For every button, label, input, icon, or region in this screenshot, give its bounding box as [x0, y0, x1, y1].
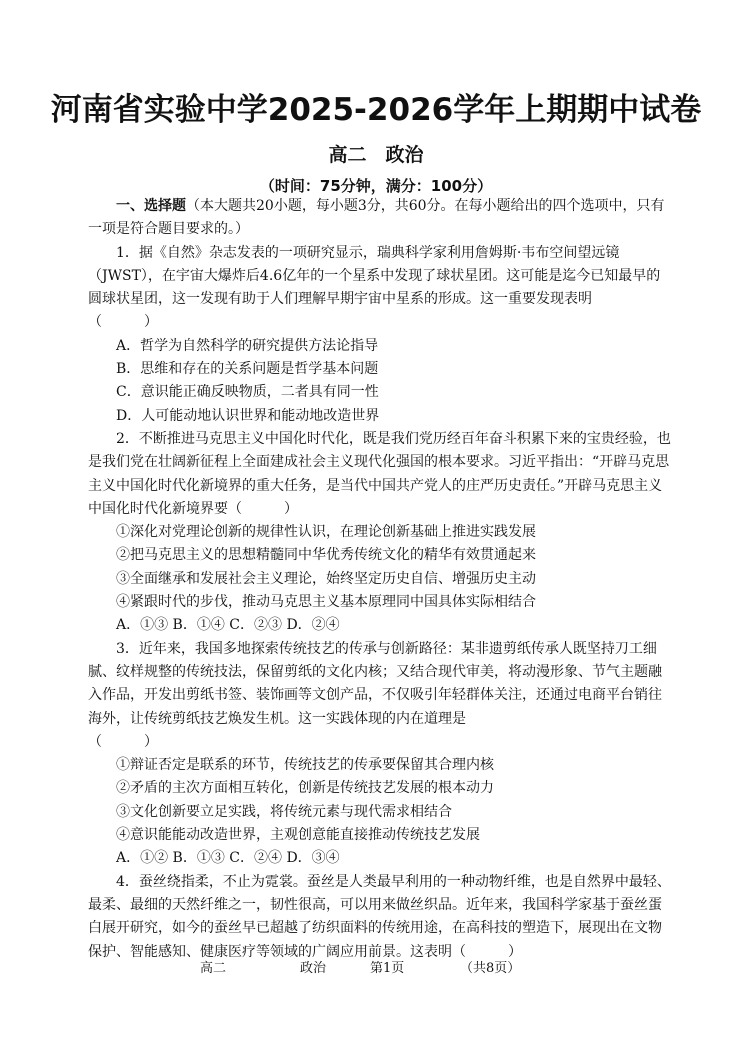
question-1-answer-paren: （ ）: [88, 314, 158, 331]
question-3-choices: A．①② B．①③ C．②④ D．③④: [116, 850, 340, 867]
question-1-option-c: C．意识能正确反映物质，二者具有同一性: [116, 384, 379, 401]
question-3-stem: [88, 638, 674, 731]
exam-subtitle: 高二 政治: [328, 144, 424, 166]
question-2-answer-paren: （ ）: [228, 500, 298, 517]
question-1-stem: [88, 242, 674, 312]
question-2-item-4: ④紧跟时代的步伐，推动马克思主义基本原理同中国具体实际相结合: [116, 594, 536, 611]
question-3-item-4: ④意识能能动改造世界，主观创意能直接推动传统技艺发展: [116, 827, 480, 844]
section-title: 一、选择题: [116, 198, 186, 214]
question-4-text: 4．蚕丝绕指柔，不止为霓裳。蚕丝是人类最早利用的一种动物纤维，也是自然界中最轻、最柔、最细的天然纤维之一，韧性很高，可以用来做丝织品。近年来，我国科学家基于蚕丝蛋白展开研究，如今的蚕丝早已超越了纺织面料的传统用途，在高科技的塑造下，展现出在文物保护、智能感知、健康医疗等领域的广阔应用前景。这表明: [88, 873, 671, 960]
time-info: （时间：75分钟，满分：100分）: [259, 177, 493, 195]
question-3-item-1: ①辩证否定是联系的环节，传统技艺的传承要保留其合理内核: [116, 757, 494, 774]
question-2-stem: [88, 428, 674, 521]
footer-page-number: 第1页: [370, 961, 405, 976]
exam-body: [88, 195, 674, 964]
question-2-item-3: ③全面继承和发展社会主义理论，始终坚定历史自信、增强历史主动: [116, 570, 536, 587]
footer-grade: 高二: [200, 961, 227, 976]
question-3-answer-paren: （ ）: [88, 733, 158, 750]
question-1-option-a: A．哲学为自然科学的研究提供方法论指导: [116, 337, 379, 354]
question-3-item-2: ②矛盾的主次方面相互转化，创新是传统技艺发展的根本动力: [116, 780, 494, 797]
question-4-stem: [88, 871, 674, 964]
question-3-text: 3．近年来，我国多地探索传统技艺的传承与创新路径：某非遗剪纸传承人既坚持刀工细腻、纹样规整的传统技法，保留剪纸的文化内核；又结合现代审美，将动漫形象、节气主题融入作品，开发出剪纸书签、装饰画等文创产品，不仅吸引年轻群体关注，还通过电商平台销往海外，让传统剪纸技艺焕发生机。这一实践体现的内在道理是: [88, 640, 662, 727]
question-2-item-1: ①深化对党理论创新的规律性认识，在理论创新基础上推进实践发展: [116, 524, 536, 541]
footer-total-pages: （共8页）: [460, 961, 521, 976]
question-1-option-d: D．人可能动地认识世界和能动地改造世界: [116, 407, 380, 424]
question-1-option-b: B．思维和存在的关系问题是哲学基本问题: [116, 361, 379, 378]
question-2-text: 2．不断推进马克思主义中国化时代化，既是我们党历经百年奋斗积累下来的宝贵经验，也是我们党在壮阔新征程上全面建成社会主义现代化强国的根本要求。习近平指出：“开辟马克思主义中国化时代化新境界的重大任务，是当代中国共产党人的庄严历史责任。”开辟马克思主义中国化时代化新境界要: [88, 430, 671, 517]
section-intro: [88, 195, 674, 242]
question-2-item-2: ②把马克思主义的思想精髓同中华优秀传统文化的精华有效贯通起来: [116, 547, 536, 564]
footer-subject: 政治: [300, 961, 327, 976]
question-4-answer-paren: （ ）: [452, 943, 522, 960]
section-instructions: （本大题共20小题，每小题3分，共60分。在每小题给出的四个选项中，只有一项是符合题目要求的。）: [88, 198, 665, 238]
question-2-choices: A．①③ B．①④ C．②③ D．②④: [116, 617, 340, 634]
question-3-item-3: ③文化创新要立足实践，将传统元素与现代需求相结合: [116, 803, 452, 820]
question-1-text: 1．据《自然》杂志发表的一项研究显示，瑞典科学家利用詹姆斯·韦布空间望远镜（JWST），在宇宙大爆炸后4.6亿年的一个星系中发现了球状星团。这可能是迄今已知最早的圆球状星团，这一发现有助于人们理解早期宇宙中星系的形成。这一重要发现表明: [88, 244, 661, 308]
exam-title: 河南省实验中学2025-2026学年上期期中试卷: [50, 92, 702, 128]
